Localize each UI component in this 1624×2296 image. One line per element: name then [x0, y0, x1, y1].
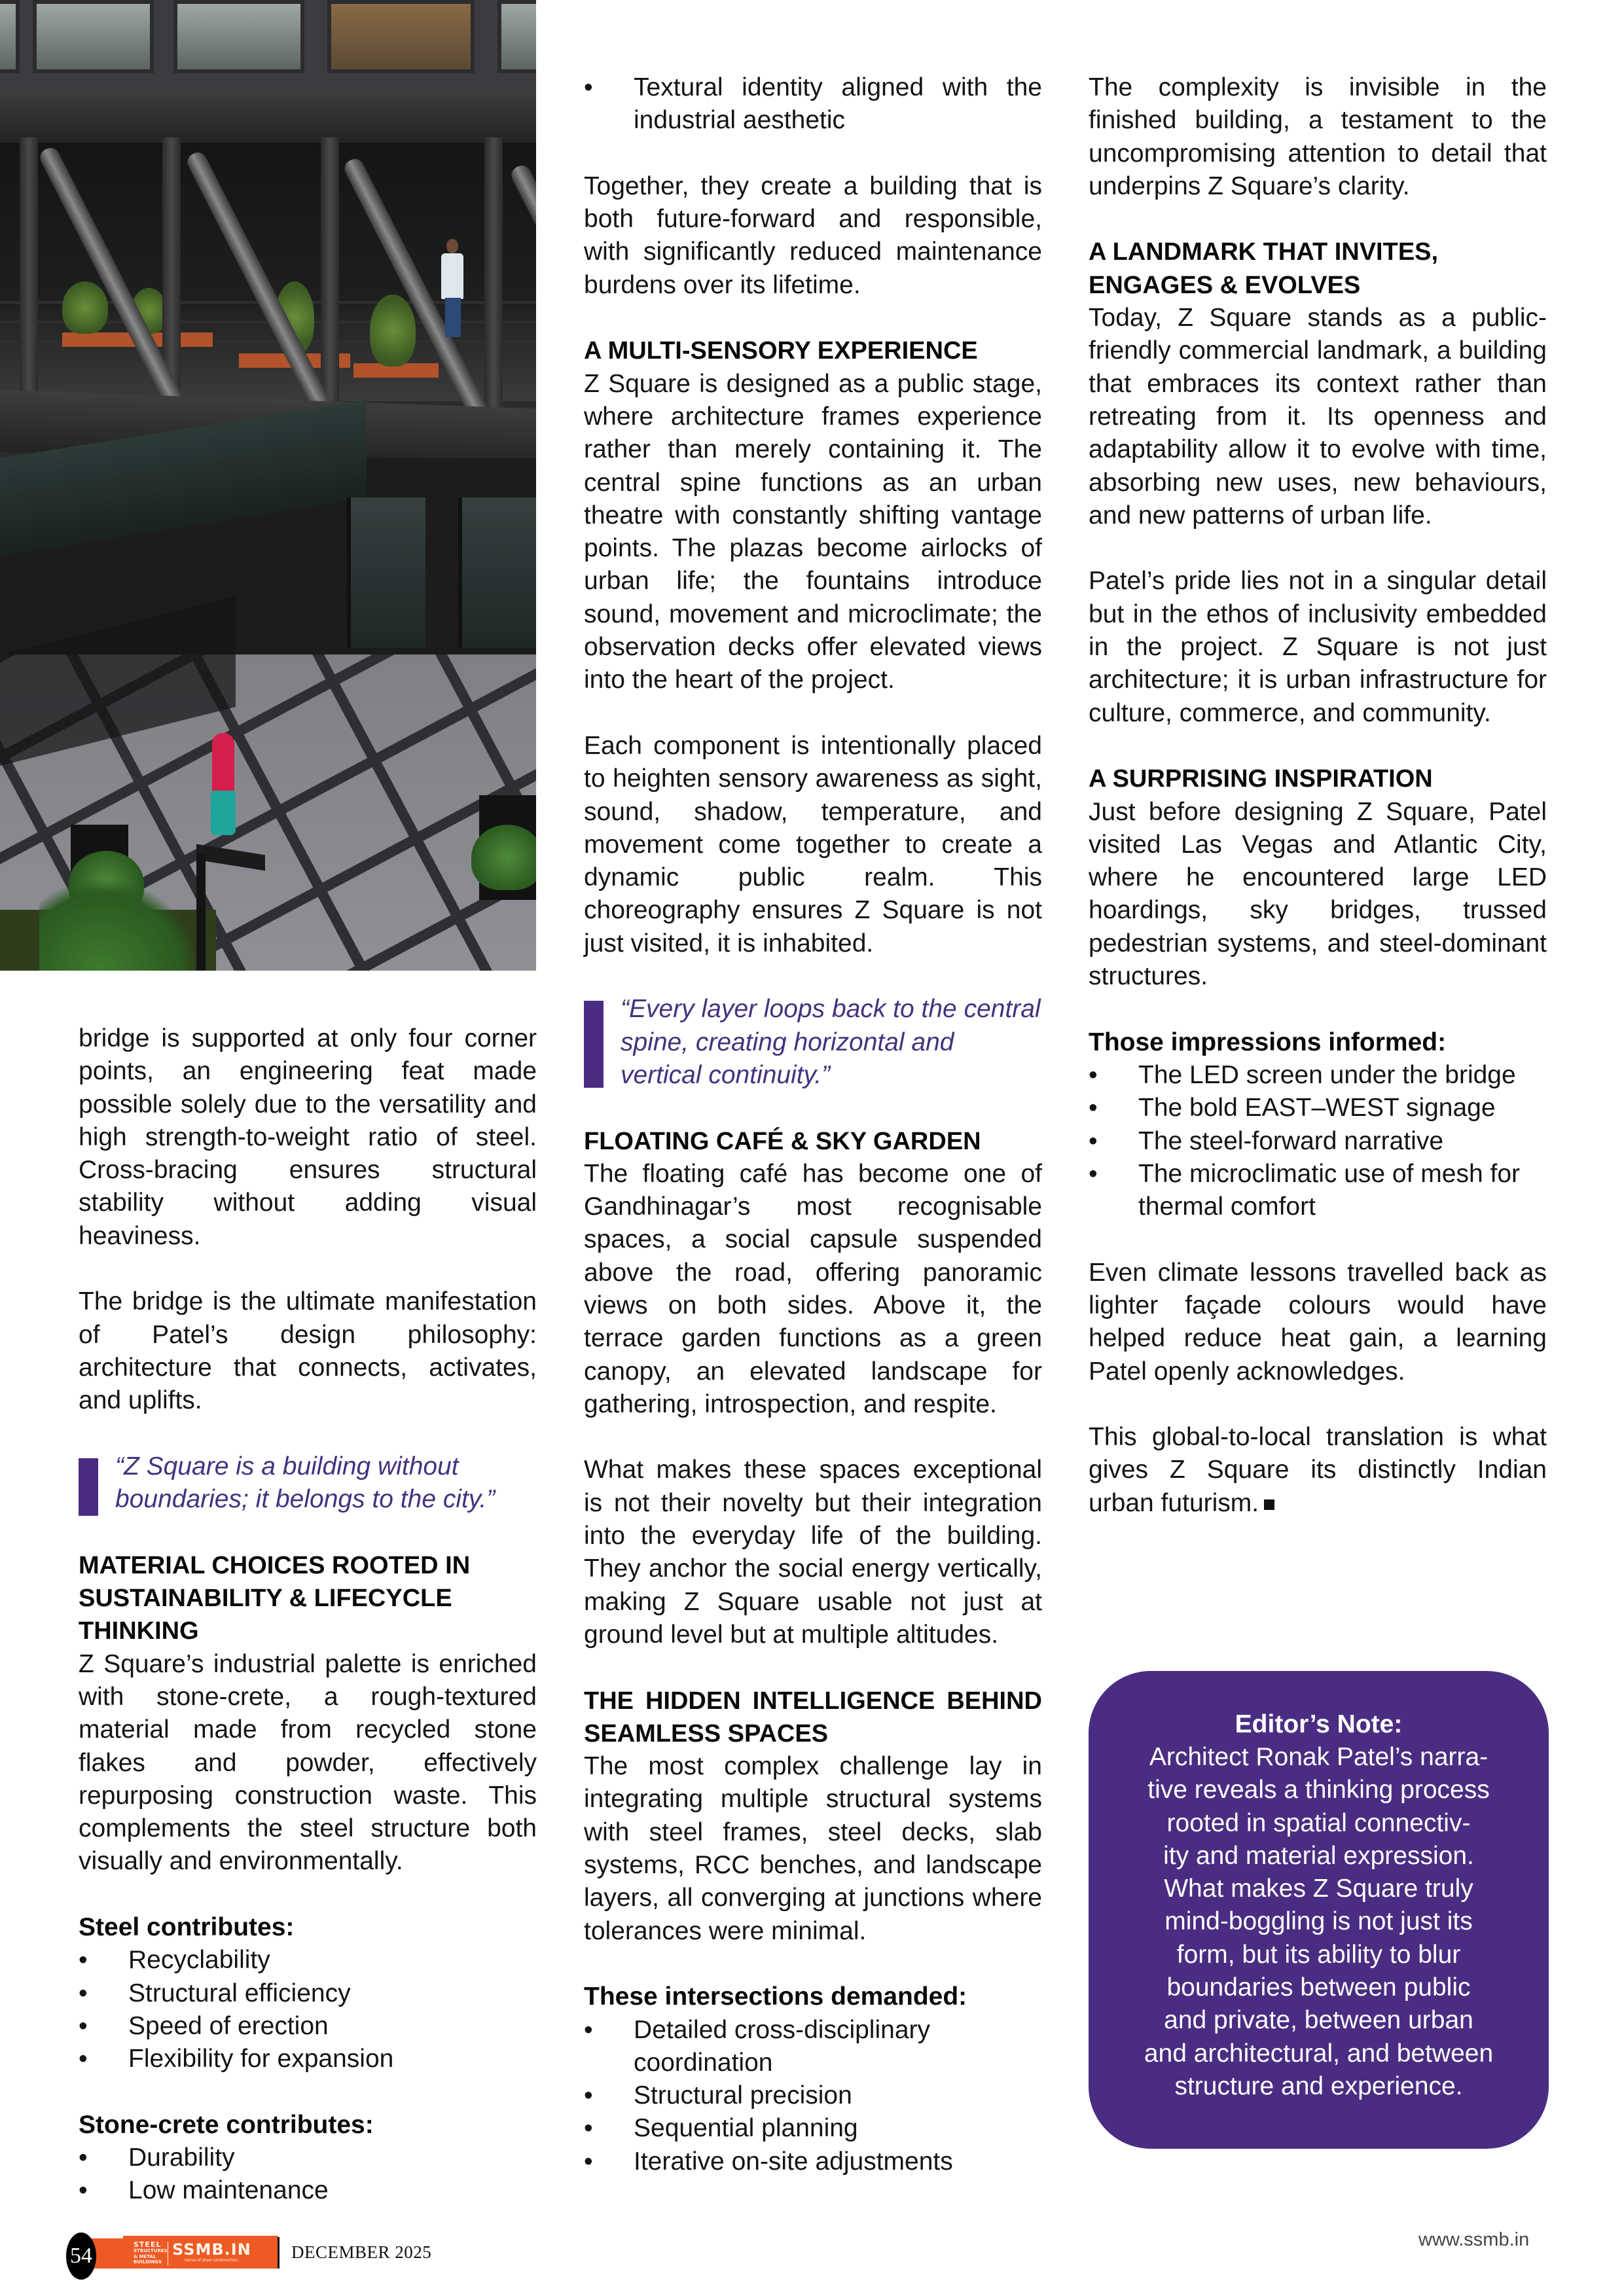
editors-note-line: What makes Z Square truly	[1164, 1874, 1473, 1903]
body-paragraph: The complexity is invisible in the finished building, a testament to the uncompromising attention to detail that underpins Z Square’s clarity.	[1089, 73, 1547, 200]
list-item: • The bold EAST–WEST signage	[1089, 1092, 1547, 1124]
section-heading: A SURPRISING INSPIRATION	[1089, 765, 1433, 793]
list-item: • Recyclability	[79, 1944, 537, 1977]
body-paragraph: Each component is intentionally placed to heighten sensory awareness as sight, sound, shadow, temperature, and movement come together to create a dynamic public realm. This choreography ensures Z Square is not just visited, it is inhabited.	[584, 731, 1042, 958]
body-paragraph: Z Square is designed as a public stage, where architecture frames experience rather than merely containing it. The central spine functions as an urban theatre with constantly shifting vantage points. The plazas become airlocks of urban life; the fountains introduce sound, movement and microclimate; the observation decks offer elevated views into the heart of the project.	[584, 369, 1042, 694]
impressions-list	[1089, 1059, 1547, 1223]
man-on-bridge	[440, 239, 465, 337]
body-paragraph: Today, Z Square stands as a public-friendly commercial landmark, a building that embraces its context rather than retreating from it. Its openness and adaptability allow it to evolve with time, absorbing new uses, new behaviours, and new patterns of urban life.	[1089, 304, 1547, 529]
list-item: • Textural identity aligned with the industrial aesthetic	[584, 71, 1042, 137]
section-heading: A MULTI-SENSORY EXPERIENCE	[584, 337, 978, 365]
list-item: • The LED screen under the bridge	[1089, 1059, 1547, 1092]
bullet-icon: •	[79, 2176, 88, 2205]
logo-stack-text: STEEL STRUCTURES & METAL BUILDINGS	[134, 2240, 168, 2265]
editors-note-line: Architect Ronak Patel’s narra-	[1149, 1743, 1489, 1771]
article-photo	[0, 0, 536, 971]
logo-tagline: nerve of steel construction...	[185, 2258, 242, 2263]
body-paragraph: bridge is supported at only four corner points, an engineering feat made possible solely due to the versatility and high strength-to-weight ratio of steel. Cross-bracing ensures structural stability without adding visual heaviness.	[79, 1024, 537, 1250]
list-item: • Speed of erection	[79, 2010, 537, 2043]
body-paragraph: What makes these spaces exceptional is not their novelty but their integration into the everyday life of the building. They anchor the social energy vertically, making Z Square usable not just at ground level but at multiple altitudes.	[584, 1456, 1042, 1649]
editors-note-title: Editor’s Note:	[1235, 1710, 1403, 1738]
body-paragraph: The most complex challenge lay in integrating multiple structural systems with steel frames, steel decks, slab systems, RCC benches, and landscape layers, all converging at junctions where tolerances were minimal.	[584, 1752, 1042, 1945]
section-heading: THE HIDDEN INTELLIGENCE BEHIND SEAMLESS SPACES	[584, 1687, 1042, 1748]
logo-wordmark: SSMB.IN	[172, 2240, 251, 2259]
steel-beam-top	[0, 92, 536, 144]
editors-note-line: and architectural, and between	[1144, 2039, 1494, 2068]
list-heading: Steel contributes:	[79, 1913, 295, 1942]
body-paragraph: Just before designing Z Square, Patel visited Las Vegas and Atlantic City, where he encountered large LED hoardings, sky bridges, trussed pedestrian systems, and steel-dominant structures.	[1089, 797, 1547, 991]
editors-note-line: structure and experience.	[1174, 2072, 1463, 2100]
page-footer	[0, 2212, 1624, 2278]
list-item: • Durability	[79, 2142, 537, 2174]
body-paragraph: The floating café has become one of Gandhinagar’s most recognisable spaces, a social capsule suspended above the road, offering panoramic views on both sides. Above it, the terrace garden functions as a green canopy, an elevated landscape for gathering, introspection, and respite.	[584, 1159, 1042, 1418]
section-heading: MATERIAL CHOICES ROOTED IN SUSTAINABILITY & LIFECYCLE THINKING	[79, 1551, 471, 1645]
editors-note-line: and private, between urban	[1164, 2006, 1473, 2035]
body-paragraph: Patel’s pride lies not in a singular detail but in the ethos of inclusivity embedded in the project. Z Square is not just architecture; it is urban infrastructure for culture, commerce, and community.	[1089, 567, 1547, 727]
bullet-icon: •	[584, 2015, 593, 2044]
editors-note-line: form, but its ability to blur	[1176, 1940, 1461, 1969]
stonecrete-contributions-list	[79, 2142, 537, 2208]
body-paragraph: Z Square’s industrial palette is enriched with stone-crete, a rough-textured material made from recycled stone flakes and powder, effectively repurposing construction waste. This complements the steel structure both visually and environmentally.	[79, 1649, 537, 1876]
bullet-icon: •	[1089, 1159, 1098, 1188]
pull-quote: “Every layer loops back to the central spine, creating horizontal and vertical continuity.”	[584, 993, 1042, 1092]
editors-note-line: ity and material expression.	[1163, 1841, 1474, 1870]
list-item: • The steel-forward narrative	[1089, 1125, 1547, 1158]
bullet-icon: •	[79, 1946, 88, 1975]
section-heading: A LANDMARK THAT INVITES, ENGAGES & EVOLVES	[1089, 238, 1439, 299]
bullet-icon: •	[79, 2011, 88, 2040]
article-column-2	[584, 71, 1042, 2178]
list-item: • Structural efficiency	[79, 1977, 537, 2010]
list-item: • Low maintenance	[79, 2174, 537, 2207]
list-heading: Stone-crete contributes:	[79, 2110, 374, 2139]
closing-paragraph: This global-to-local translation is what gives Z Square its distinctly Indian urban futurism.	[1089, 1423, 1547, 1517]
list-heading: These intersections demanded:	[584, 1982, 967, 2011]
body-paragraph: The bridge is the ultimate manifestation of Patel’s design philosophy: architecture that connects, activates, and uplifts.	[79, 1287, 537, 1415]
lamp-post	[196, 854, 206, 971]
body-paragraph: Together, they create a building that is both future-forward and responsible, with significantly reduced maintenance burdens over its lifetime.	[584, 171, 1042, 299]
end-of-article-square-icon	[1264, 1499, 1274, 1510]
section-heading: FLOATING CAFÉ & SKY GARDEN	[584, 1127, 981, 1155]
article-column-3	[1089, 71, 1547, 1520]
bullet-icon: •	[1089, 1094, 1098, 1122]
list-item: • Structural precision	[584, 2079, 1042, 2112]
pull-quote: “Z Square is a building without boundaries; it belongs to the city.”	[79, 1450, 537, 1516]
article-column-1	[79, 1022, 537, 2208]
website-link[interactable]: www.ssmb.in	[1418, 2229, 1530, 2250]
editors-note-line: rooted in spatial connectiv-	[1166, 1808, 1471, 1837]
editors-note-line: tive reveals a thinking process	[1147, 1776, 1490, 1804]
quote-bar	[79, 1458, 98, 1516]
bullet-icon: •	[584, 2081, 593, 2110]
bullet-icon: •	[1089, 1126, 1098, 1155]
bullet-icon: •	[584, 73, 593, 101]
editors-note-line: mind-boggling is not just its	[1164, 1907, 1473, 1936]
bullet-icon: •	[79, 1979, 88, 2007]
editors-note-line: boundaries between public	[1166, 1973, 1471, 2002]
body-paragraph: Even climate lessons travelled back as lighter façade colours would have helped reduce heat gain, a learning Patel openly acknowledges.	[1089, 1258, 1547, 1386]
footer-divider	[278, 2237, 280, 2269]
list-item: • Flexibility for expansion	[79, 2043, 537, 2075]
list-heading: Those impressions informed:	[1089, 1028, 1447, 1056]
continued-list	[584, 71, 1042, 137]
bullet-icon: •	[1089, 1060, 1098, 1089]
bullet-icon: •	[584, 2147, 593, 2176]
page-number: 54	[66, 2233, 96, 2280]
woman-walking	[209, 733, 237, 838]
bullet-icon: •	[79, 2144, 88, 2172]
quote-bar	[584, 1001, 604, 1088]
list-item: • The microclimatic use of mesh for thermal comfort	[1089, 1158, 1547, 1224]
steel-contributions-list	[79, 1944, 537, 2075]
intersections-list	[584, 2014, 1042, 2178]
upper-windows	[0, 0, 536, 92]
bullet-icon: •	[79, 2045, 88, 2073]
editors-note-box	[1089, 1671, 1549, 2149]
bullet-icon: •	[584, 2114, 593, 2143]
list-item: • Sequential planning	[584, 2112, 1042, 2145]
issue-date: DECEMBER 2025	[291, 2242, 432, 2262]
list-item: • Detailed cross-disciplinary coordination	[584, 2014, 1042, 2080]
list-item: • Iterative on-site adjustments	[584, 2145, 1042, 2178]
